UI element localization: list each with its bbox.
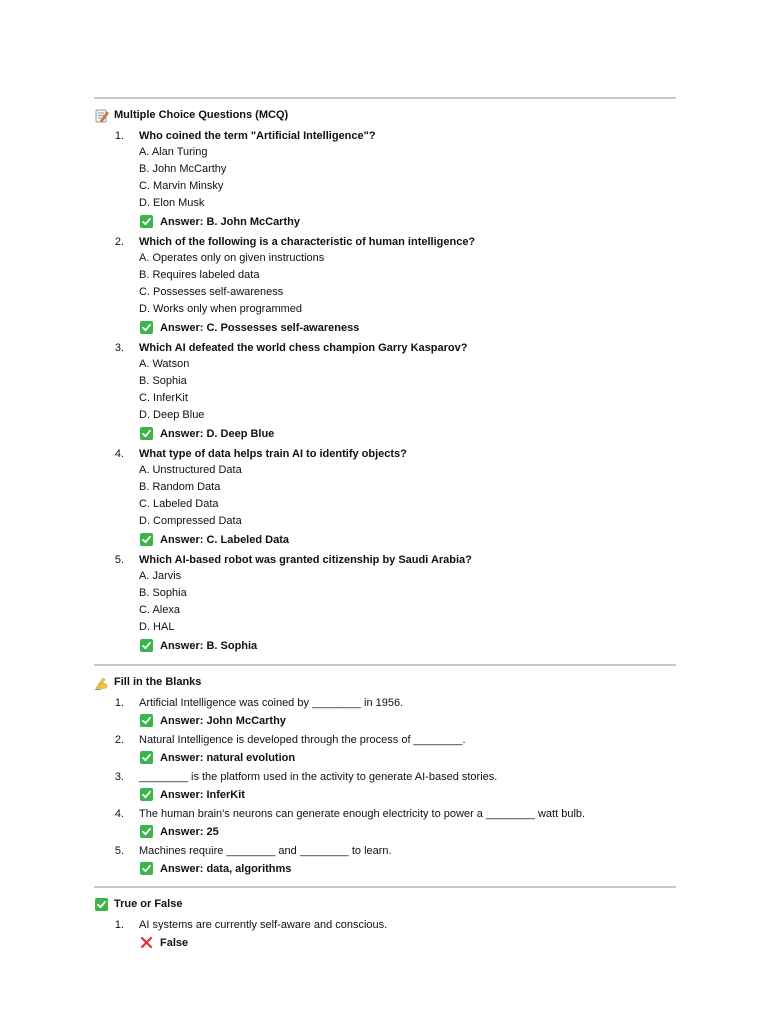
check-mark-icon	[140, 321, 153, 334]
answer-option: C. Alexa	[139, 604, 180, 616]
answer-text: Answer: 25	[160, 825, 219, 838]
question-item	[94, 233, 676, 337]
check-mark-icon	[94, 897, 109, 912]
check-mark-icon	[140, 533, 153, 546]
answer-option: D. HAL	[139, 621, 175, 633]
check-mark-icon	[140, 639, 153, 652]
cross-mark-icon	[140, 936, 153, 949]
answer-option: D. Deep Blue	[139, 409, 205, 421]
question-row	[94, 445, 676, 462]
answer-line	[94, 933, 676, 952]
check-mark-icon	[140, 751, 153, 764]
question-number: 4.	[114, 807, 124, 820]
answer-text: Answer: natural evolution	[160, 751, 296, 764]
answer-line	[94, 636, 676, 655]
tf-title: True or False	[114, 898, 183, 910]
writing-hand-icon	[94, 675, 109, 690]
question-item	[94, 768, 676, 804]
check-mark-icon	[140, 788, 153, 801]
question-text: Artificial Intelligence was coined by ________ in 1956.	[139, 696, 404, 709]
answer-text: Answer: C. Labeled Data	[160, 533, 289, 546]
answer-line	[94, 212, 676, 231]
answer-text: Answer: B. John McCarthy	[160, 215, 300, 228]
question-text: Natural Intelligence is developed through the process of ________.	[139, 733, 466, 746]
check-mark-icon	[140, 862, 153, 875]
question-text: AI systems are currently self-aware and conscious.	[139, 918, 388, 931]
answer-line	[94, 822, 676, 841]
question-item	[94, 445, 676, 549]
check-mark-icon	[140, 825, 153, 838]
question-text: What type of data helps train AI to identify objects?	[139, 447, 407, 460]
fib-question-list	[94, 694, 676, 878]
question-number: 1.	[114, 918, 124, 931]
fib-heading	[94, 673, 676, 691]
section-divider	[94, 97, 676, 99]
question-row	[94, 233, 676, 250]
answer-text: False	[160, 936, 189, 949]
quiz-content	[94, 97, 676, 952]
tf-question-list	[94, 916, 676, 952]
answer-option: D. Compressed Data	[139, 515, 242, 527]
answer-line	[94, 711, 676, 730]
answer-option: A. Watson	[139, 358, 190, 370]
answer-option: B. Random Data	[139, 481, 221, 493]
question-number: 5.	[114, 844, 124, 857]
question-text: ________ is the platform used in the activity to generate AI-based stories.	[139, 770, 498, 783]
answer-option: C. Possesses self-awareness	[139, 286, 284, 298]
question-number: 1.	[114, 696, 124, 709]
answer-line	[94, 530, 676, 549]
answer-option: C. InferKit	[139, 392, 188, 404]
question-number: 5.	[114, 553, 124, 566]
question-item	[94, 694, 676, 730]
question-number: 2.	[114, 733, 124, 746]
answer-line	[94, 748, 676, 767]
fib-section	[94, 673, 676, 878]
question-item	[94, 339, 676, 443]
question-text: Which of the following is a characteristic of human intelligence?	[139, 235, 476, 248]
answer-text: Answer: John McCarthy	[160, 714, 286, 727]
answer-line	[94, 318, 676, 337]
answer-option: D. Works only when programmed	[139, 303, 303, 315]
question-row	[94, 731, 676, 748]
answer-option: A. Alan Turing	[139, 146, 208, 158]
question-row	[94, 339, 676, 356]
mcq-section	[94, 106, 676, 655]
question-text: Which AI defeated the world chess champion Garry Kasparov?	[139, 341, 468, 354]
answer-text: Answer: D. Deep Blue	[160, 427, 275, 440]
question-row	[94, 916, 676, 933]
answer-line	[94, 424, 676, 443]
section-divider	[94, 886, 676, 888]
answer-option: B. Sophia	[139, 375, 187, 387]
answer-option: A. Jarvis	[139, 570, 182, 582]
question-row	[94, 842, 676, 859]
check-mark-icon	[140, 714, 153, 727]
question-number: 3.	[114, 341, 124, 354]
answer-option: B. Sophia	[139, 587, 187, 599]
check-mark-icon	[140, 427, 153, 440]
question-row	[94, 694, 676, 711]
answer-line	[94, 785, 676, 804]
fib-title: Fill in the Blanks	[114, 676, 202, 688]
answer-option: B. Requires labeled data	[139, 269, 260, 281]
question-text: Which AI-based robot was granted citizenship by Saudi Arabia?	[139, 553, 472, 566]
question-item	[94, 916, 676, 952]
answer-text: Answer: data, algorithms	[160, 862, 292, 875]
tf-section	[94, 895, 676, 952]
question-row	[94, 127, 676, 144]
answer-option: C. Labeled Data	[139, 498, 219, 510]
mcq-question-list	[94, 127, 676, 655]
mcq-heading	[94, 106, 676, 124]
answer-option: D. Elon Musk	[139, 197, 205, 209]
tf-heading	[94, 895, 676, 913]
answer-line	[94, 859, 676, 878]
answer-text: Answer: B. Sophia	[160, 639, 258, 652]
question-number: 2.	[114, 235, 124, 248]
answer-option: A. Unstructured Data	[139, 464, 242, 476]
answer-option: A. Operates only on given instructions	[139, 252, 325, 264]
check-mark-icon	[140, 215, 153, 228]
question-item	[94, 731, 676, 767]
question-row	[94, 768, 676, 785]
section-divider	[94, 664, 676, 666]
answer-text: Answer: InferKit	[160, 788, 245, 801]
question-row	[94, 551, 676, 568]
question-item	[94, 805, 676, 841]
question-text: Machines require ________ and ________ to learn.	[139, 844, 392, 857]
mcq-title: Multiple Choice Questions (MCQ)	[114, 109, 289, 121]
question-row	[94, 805, 676, 822]
answer-option: B. John McCarthy	[139, 163, 227, 175]
answer-text: Answer: C. Possesses self-awareness	[160, 321, 360, 334]
question-item	[94, 127, 676, 231]
question-text: The human brain's neurons can generate enough electricity to power a ________ watt bulb.	[139, 807, 586, 820]
question-item	[94, 842, 676, 878]
memo-icon	[94, 108, 109, 123]
question-number: 1.	[114, 129, 124, 142]
question-item	[94, 551, 676, 655]
question-number: 3.	[114, 770, 124, 783]
question-number: 4.	[114, 447, 124, 460]
answer-option: C. Marvin Minsky	[139, 180, 224, 192]
question-text: Who coined the term "Artificial Intelligence"?	[139, 129, 376, 142]
